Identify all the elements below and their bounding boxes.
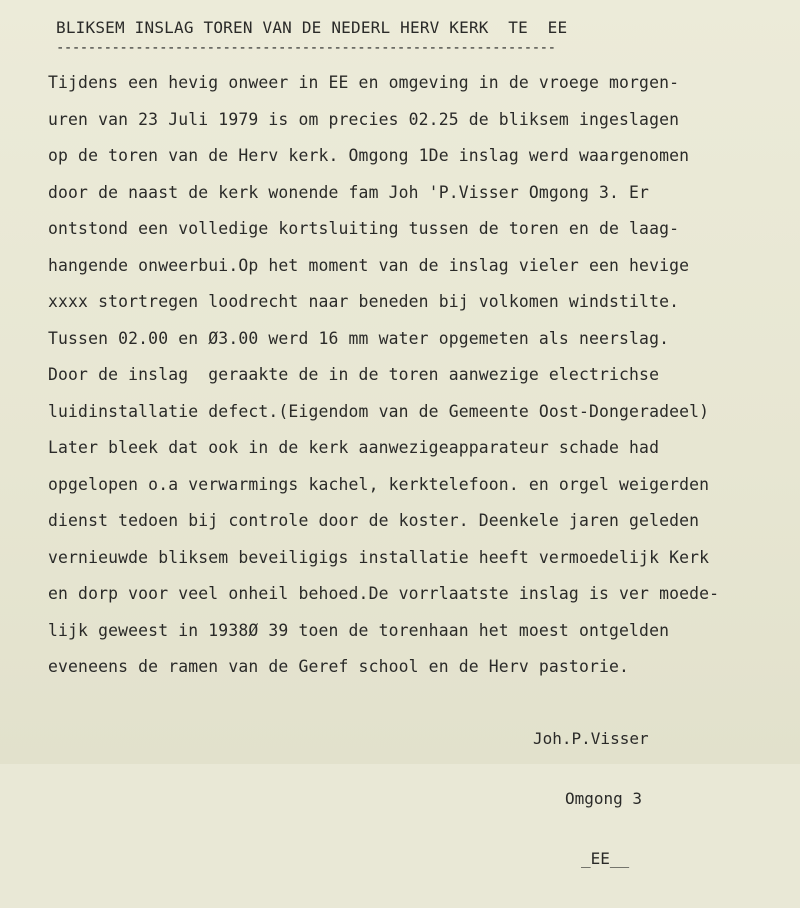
body-line-1: Tijdens een hevig onweer in EE en omgeving in de vroege morgen-	[48, 73, 680, 92]
body-line-16: lijk geweest in 1938Ø 39 toen de torenhaan het moest ontgelden	[48, 620, 670, 640]
body-line-9: Door de inslag geraakte de in de toren aanwezige electrichse	[48, 365, 660, 384]
signature-place: _EE__	[581, 849, 630, 868]
signature-name: Joh.P.Visser	[533, 729, 649, 748]
body-line-13: dienst tedoen bij controle door de koster. Deenkele jaren geleden	[48, 511, 700, 530]
body-line-3: op de toren van de Herv kerk. Omgong 1De inslag werd waargenomen	[48, 146, 690, 165]
body-line-7: xxxx stortregen loodrecht naar beneden bij volkomen windstilte.	[48, 292, 680, 311]
body-line-6: hangende onweerbui.Op het moment van de inslag vieler een hevige	[48, 255, 690, 275]
letter-body	[48, 70, 793, 691]
body-line-11: Later bleek dat ook in de kerk aanwezigeapparateur schade had	[48, 438, 660, 457]
body-line-17: eveneens de ramen van de Geref school en de Herv pastorie.	[48, 657, 630, 676]
body-line-12: opgelopen o.a verwarmings kachel, kerktelefoon. en orgel weigerden	[48, 474, 710, 494]
body-line-14: vernieuwde bliksem beveiligigs installatie heeft vermoedelijk Kerk	[48, 547, 710, 567]
body-line-2: uren van 23 Juli 1979 is om precies 02.25 de bliksem ingeslagen	[48, 109, 680, 129]
body-line-15: en dorp voor veel onheil behoed.De vorrlaatste inslag is ver moede-	[48, 584, 720, 603]
body-line-4: door de naast de kerk wonende fam Joh 'P.Visser Omgong 3. Er	[48, 182, 650, 202]
title-underline: ---------------------------------------------------------------	[56, 40, 556, 56]
signature-address: Omgong 3	[565, 789, 643, 808]
document-title: BLIKSEM INSLAG TOREN VAN DE NEDERL HERV KERK TE EE	[56, 18, 568, 37]
body-line-10: luidinstallatie defect.(Eigendom van de Gemeente Oost-Dongeradeel)	[48, 401, 710, 421]
body-line-5: ontstond een volledige kortsluiting tussen de toren en de laag-	[48, 219, 680, 238]
signature-block	[533, 690, 649, 908]
body-line-8: Tussen 02.00 en Ø3.00 werd 16 mm water opgemeten als neerslag.	[48, 328, 670, 348]
